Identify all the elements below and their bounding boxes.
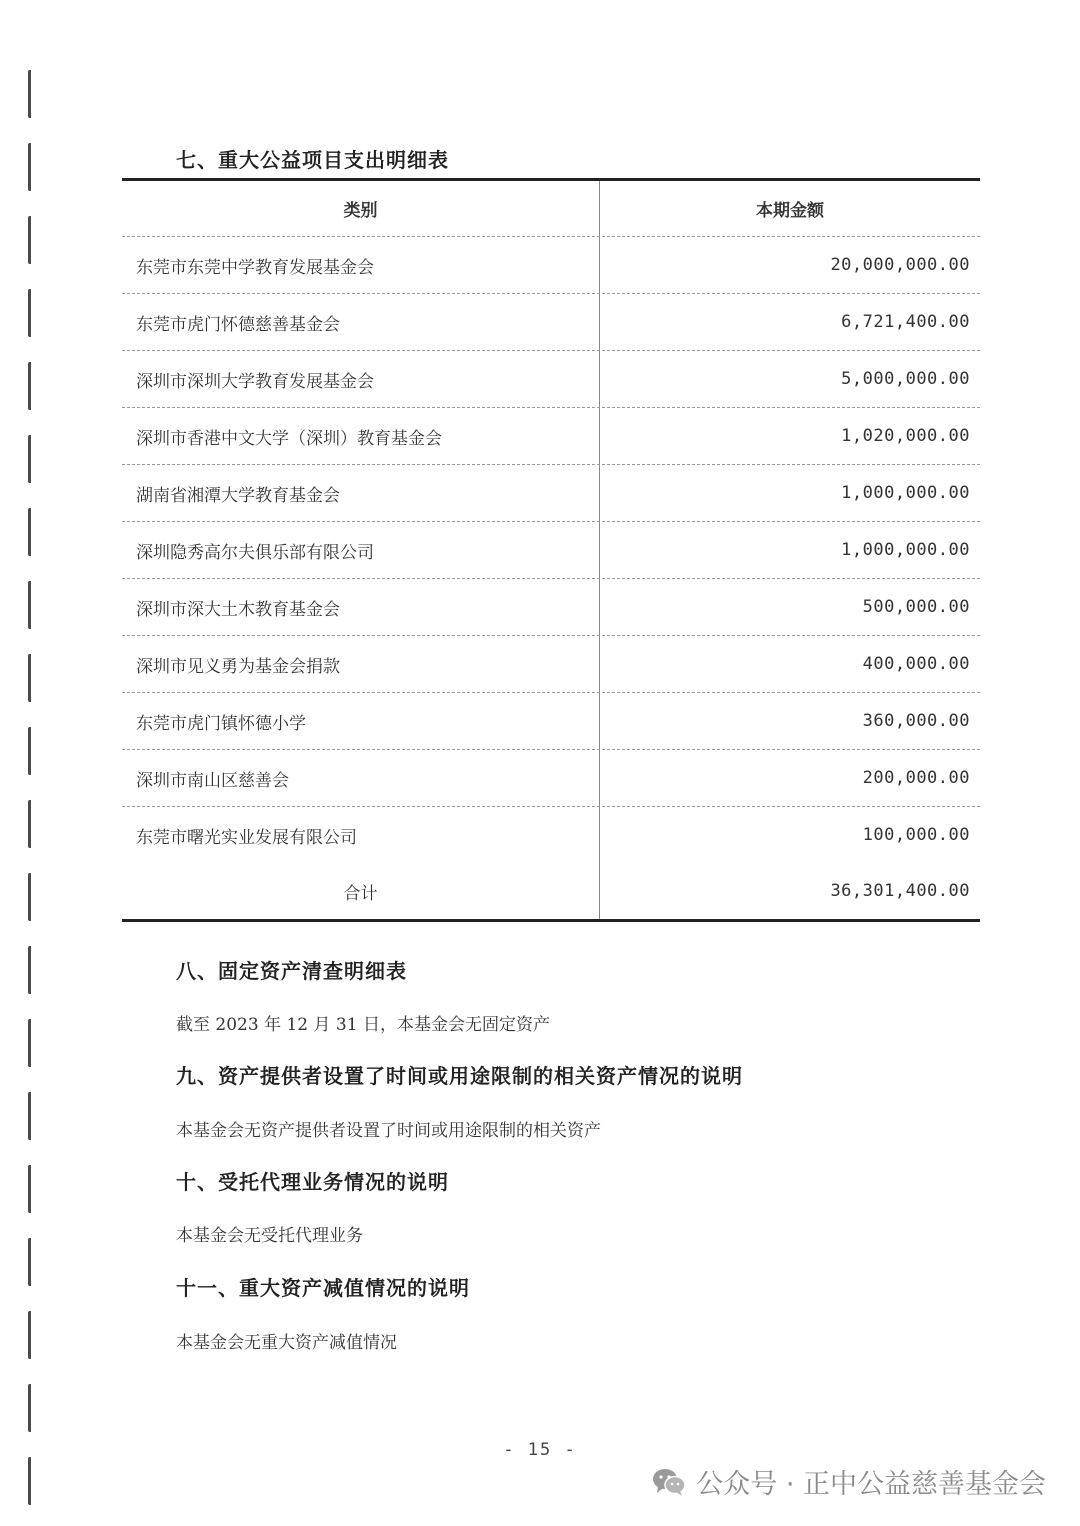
watermark-text: 公众号 · 正中公益慈善基金会 [696, 1469, 1046, 1500]
table-row [122, 351, 980, 408]
row-category: 东莞市曙光实业发展有限公司 [122, 807, 600, 863]
table-row [122, 522, 980, 579]
row-amount: 20,000,000.00 [830, 255, 970, 275]
row-category: 深圳市香港中文大学（深圳）教育基金会 [122, 408, 600, 464]
row-amount: 400,000.00 [862, 654, 970, 674]
binding-mark [28, 654, 41, 702]
row-amount: 1,020,000.00 [841, 426, 970, 446]
row-amount: 360,000.00 [862, 711, 970, 731]
binding-mark [28, 289, 41, 337]
row-amount: 5,000,000.00 [841, 369, 970, 389]
row-amount: 1,000,000.00 [841, 483, 970, 503]
expense-table [122, 178, 980, 922]
row-category: 东莞市东莞中学教育发展基金会 [122, 237, 600, 293]
binding-mark [28, 1238, 41, 1286]
table-row [122, 465, 980, 522]
binding-mark [28, 362, 41, 410]
section-10-text: 本基金会无受托代理业务 [176, 1226, 363, 1246]
binding-mark [28, 1457, 41, 1505]
section-8-text: 截至 2023 年 12 月 31 日，本基金会无固定资产 [176, 1015, 550, 1035]
watermark [652, 1462, 1046, 1501]
row-category: 东莞市虎门镇怀德小学 [122, 693, 600, 749]
table-row [122, 237, 980, 294]
row-amount: 1,000,000.00 [841, 540, 970, 560]
table-total-row [122, 863, 980, 919]
binding-mark [28, 581, 41, 629]
table-row [122, 579, 980, 636]
header-category: 类别 [122, 181, 600, 236]
row-category: 深圳隐秀高尔夫俱乐部有限公司 [122, 522, 600, 578]
wechat-icon [652, 1467, 686, 1497]
row-category: 东莞市虎门怀德慈善基金会 [122, 294, 600, 350]
table-row [122, 807, 980, 863]
section-11-text: 本基金会无重大资产减值情况 [176, 1333, 397, 1353]
section-7-title: 七、重大公益项目支出明细表 [176, 148, 449, 172]
section-8-title: 八、固定资产清查明细表 [176, 959, 407, 983]
section-9-text: 本基金会无资产提供者设置了时间或用途限制的相关资产 [176, 1121, 601, 1141]
row-category: 深圳市南山区慈善会 [122, 750, 600, 806]
table-row [122, 750, 980, 807]
binding-mark [28, 216, 41, 264]
total-amount: 36,301,400.00 [830, 881, 970, 901]
row-category: 深圳市深圳大学教育发展基金会 [122, 351, 600, 407]
binding-mark [28, 1384, 41, 1432]
row-amount: 500,000.00 [862, 597, 970, 617]
table-body [122, 237, 980, 863]
row-category: 湖南省湘潭大学教育基金会 [122, 465, 600, 521]
binding-mark [28, 800, 41, 848]
table-header-row [122, 181, 980, 237]
table-row [122, 636, 980, 693]
row-amount: 6,721,400.00 [841, 312, 970, 332]
binding-mark [28, 1165, 41, 1213]
table-row [122, 408, 980, 465]
binding-mark [28, 1092, 41, 1140]
binding-mark [28, 1019, 41, 1067]
binding-mark [28, 508, 41, 556]
binding-mark [28, 873, 41, 921]
row-amount: 200,000.00 [862, 768, 970, 788]
row-category: 深圳市深大土木教育基金会 [122, 579, 600, 635]
row-category: 深圳市见义勇为基金会捐款 [122, 636, 600, 692]
section-11-title: 十一、重大资产减值情况的说明 [176, 1276, 470, 1300]
binding-mark [28, 1311, 41, 1359]
table-row [122, 693, 980, 750]
row-amount: 100,000.00 [862, 825, 970, 845]
header-amount: 本期金额 [756, 201, 824, 221]
page-number: - 15 - [503, 1440, 577, 1460]
binding-mark [28, 946, 41, 994]
binding-mark [28, 435, 41, 483]
binding-mark [28, 70, 41, 118]
section-10-title: 十、受托代理业务情况的说明 [176, 1170, 449, 1194]
binding-marks [0, 0, 60, 1526]
total-label: 合计 [122, 863, 600, 919]
table-row [122, 294, 980, 351]
section-9-title: 九、资产提供者设置了时间或用途限制的相关资产情况的说明 [176, 1064, 743, 1088]
binding-mark [28, 727, 41, 775]
binding-mark [28, 143, 41, 191]
